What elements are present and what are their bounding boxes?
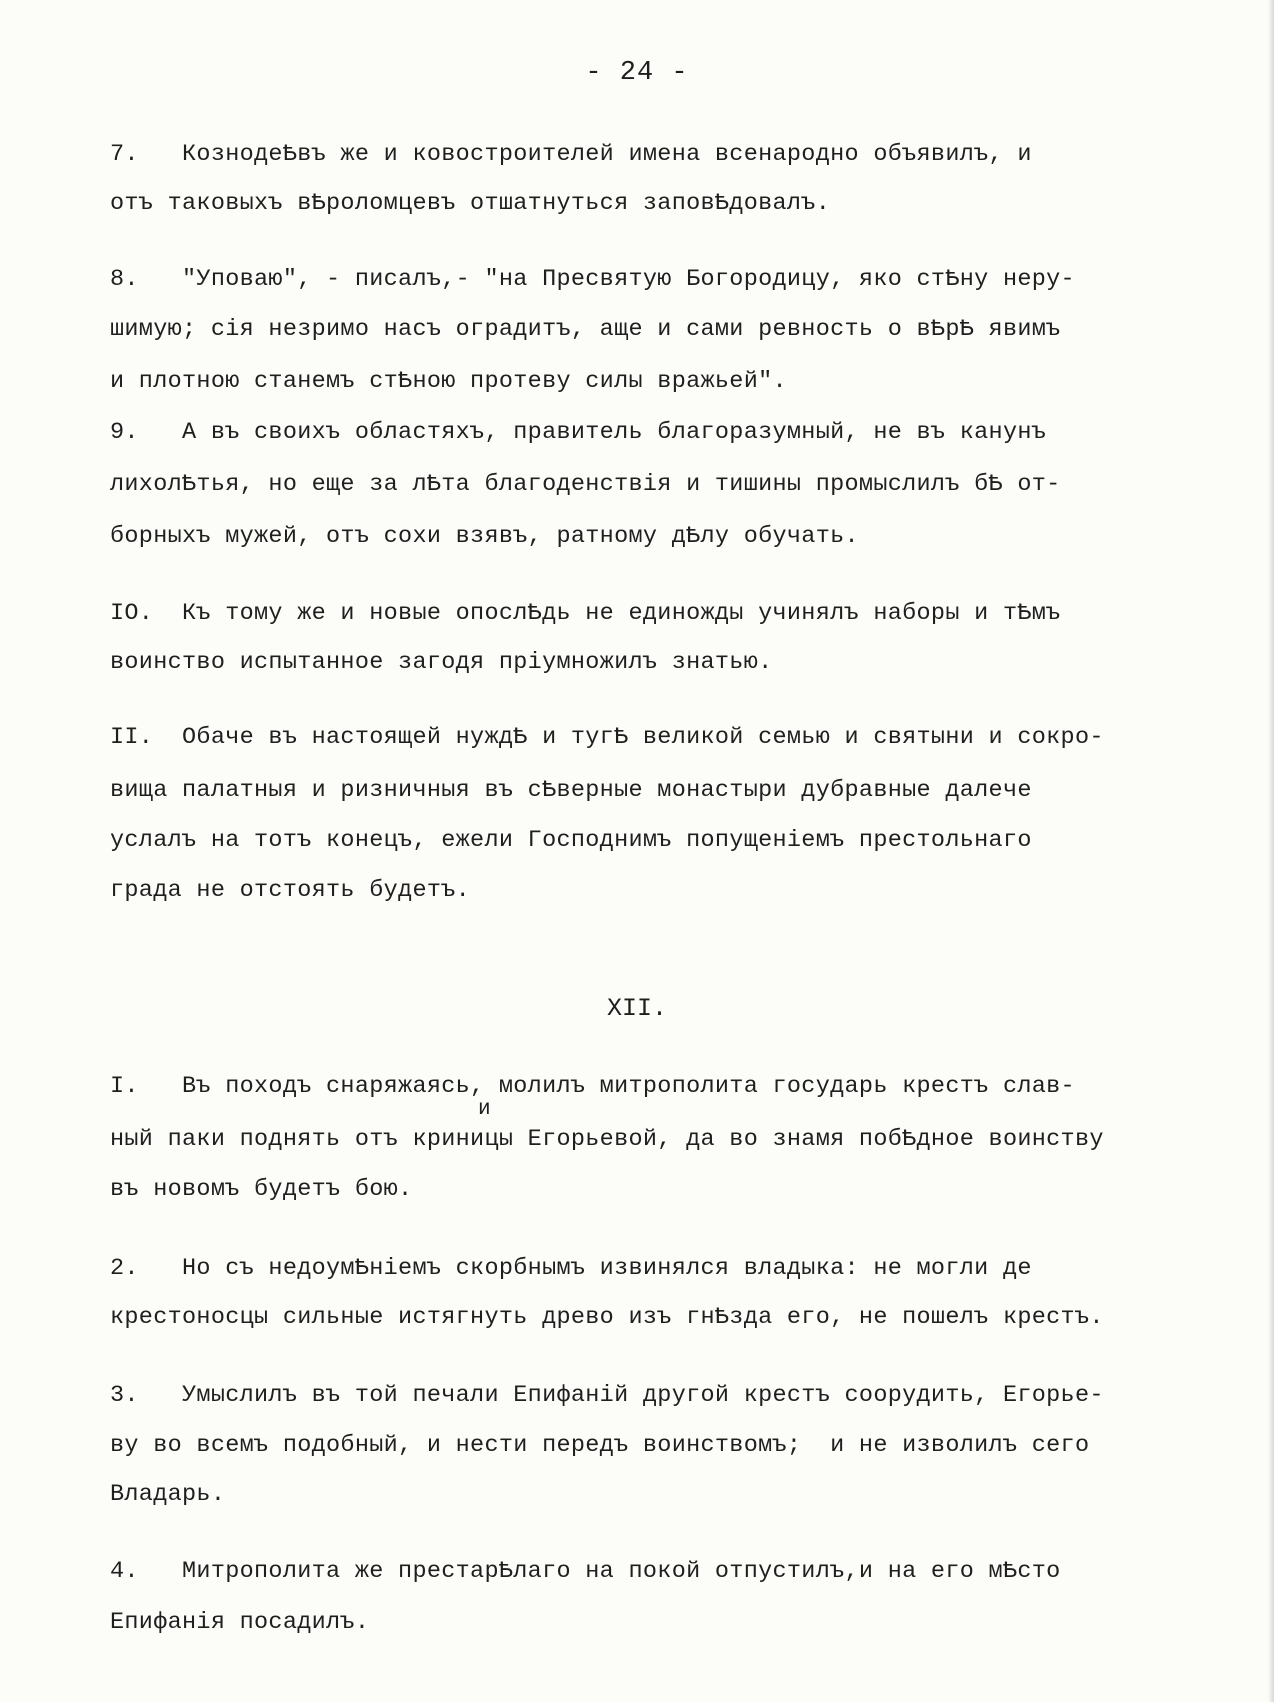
text-line: воинство испытанное загодя прiумножилъ знатью. xyxy=(110,649,773,676)
text-line: 2. Но съ недоумѢнiемъ скорбнымъ извинялся владыка: не могли де xyxy=(110,1255,1032,1282)
page-number: - 24 - xyxy=(585,58,689,88)
text-line: града не отстоять будетъ. xyxy=(110,877,471,904)
text-line: лихолѢтья, но еще за лѢта благоденствiя и тишины промыслилъ бѢ от- xyxy=(110,471,1061,498)
text-line: 4. Митрополита же престарѢлаго на покой отпустилъ,и на его мѢсто xyxy=(110,1558,1061,1585)
text-line: отъ таковыхъ вѢроломцевъ отшатнуться заповѢдовалъ. xyxy=(110,190,831,217)
text-line: Епифанiя посадилъ. xyxy=(110,1609,370,1636)
text-line: въ новомъ будетъ бою. xyxy=(110,1176,413,1203)
text-line: шимую; сiя незримо насъ оградитъ, аще и сами ревность о вѢрѢ явимъ xyxy=(110,316,1061,343)
interlinear-insert: и xyxy=(478,1098,491,1121)
text-line: ный паки поднять отъ криницы Егорьевой, да во знамя побѢдное воинству xyxy=(110,1126,1104,1153)
text-line: II. Обаче въ настоящей нуждѢ и тугѢ великой семью и святыни и сокро- xyxy=(110,724,1104,751)
text-line: 3. Умыслилъ въ той печали Епифанiй другой крестъ соорудить, Егорье- xyxy=(110,1382,1104,1409)
text-line: услалъ на тотъ конецъ, ежели Господнимъ попущенiемъ престольнаго xyxy=(110,827,1032,854)
page-edge-shadow xyxy=(1268,0,1274,1702)
text-line: I. Въ походъ снаряжаясь, молилъ митрополита государь крестъ слав- xyxy=(110,1073,1075,1100)
section-heading: XII. xyxy=(606,994,667,1023)
text-line: IO. Къ тому же и новые опослѢдь не единожды учинялъ наборы и тѢмъ xyxy=(110,600,1061,627)
text-line: ву во всемъ подобный, и нести передъ воинствомъ; и не изволилъ сего xyxy=(110,1432,1090,1459)
text-line: 7. КознодеѢвъ же и ковостроителей имена всенародно объявилъ, и xyxy=(110,141,1032,168)
text-line: борныхъ мужей, отъ сохи взявъ, ратному дѢлу обучать. xyxy=(110,523,859,550)
text-line: и плотною станемъ стѢною протеву силы вражьей". xyxy=(110,368,787,395)
text-line: Владарь. xyxy=(110,1481,226,1508)
text-line: 8. "Уповаю", - писалъ,- "на Пресвятую Богородицу, яко стѢну неру- xyxy=(110,266,1075,293)
text-line: вища палатныя и ризничныя въ сѢверные монастыри дубравные далече xyxy=(110,777,1032,804)
text-line: крестоносцы сильные истягнуть древо изъ гнѢзда его, не пошелъ крестъ. xyxy=(110,1304,1104,1331)
text-line: 9. А въ своихъ областяхъ, правитель благоразумный, не въ канунъ xyxy=(110,419,1047,446)
